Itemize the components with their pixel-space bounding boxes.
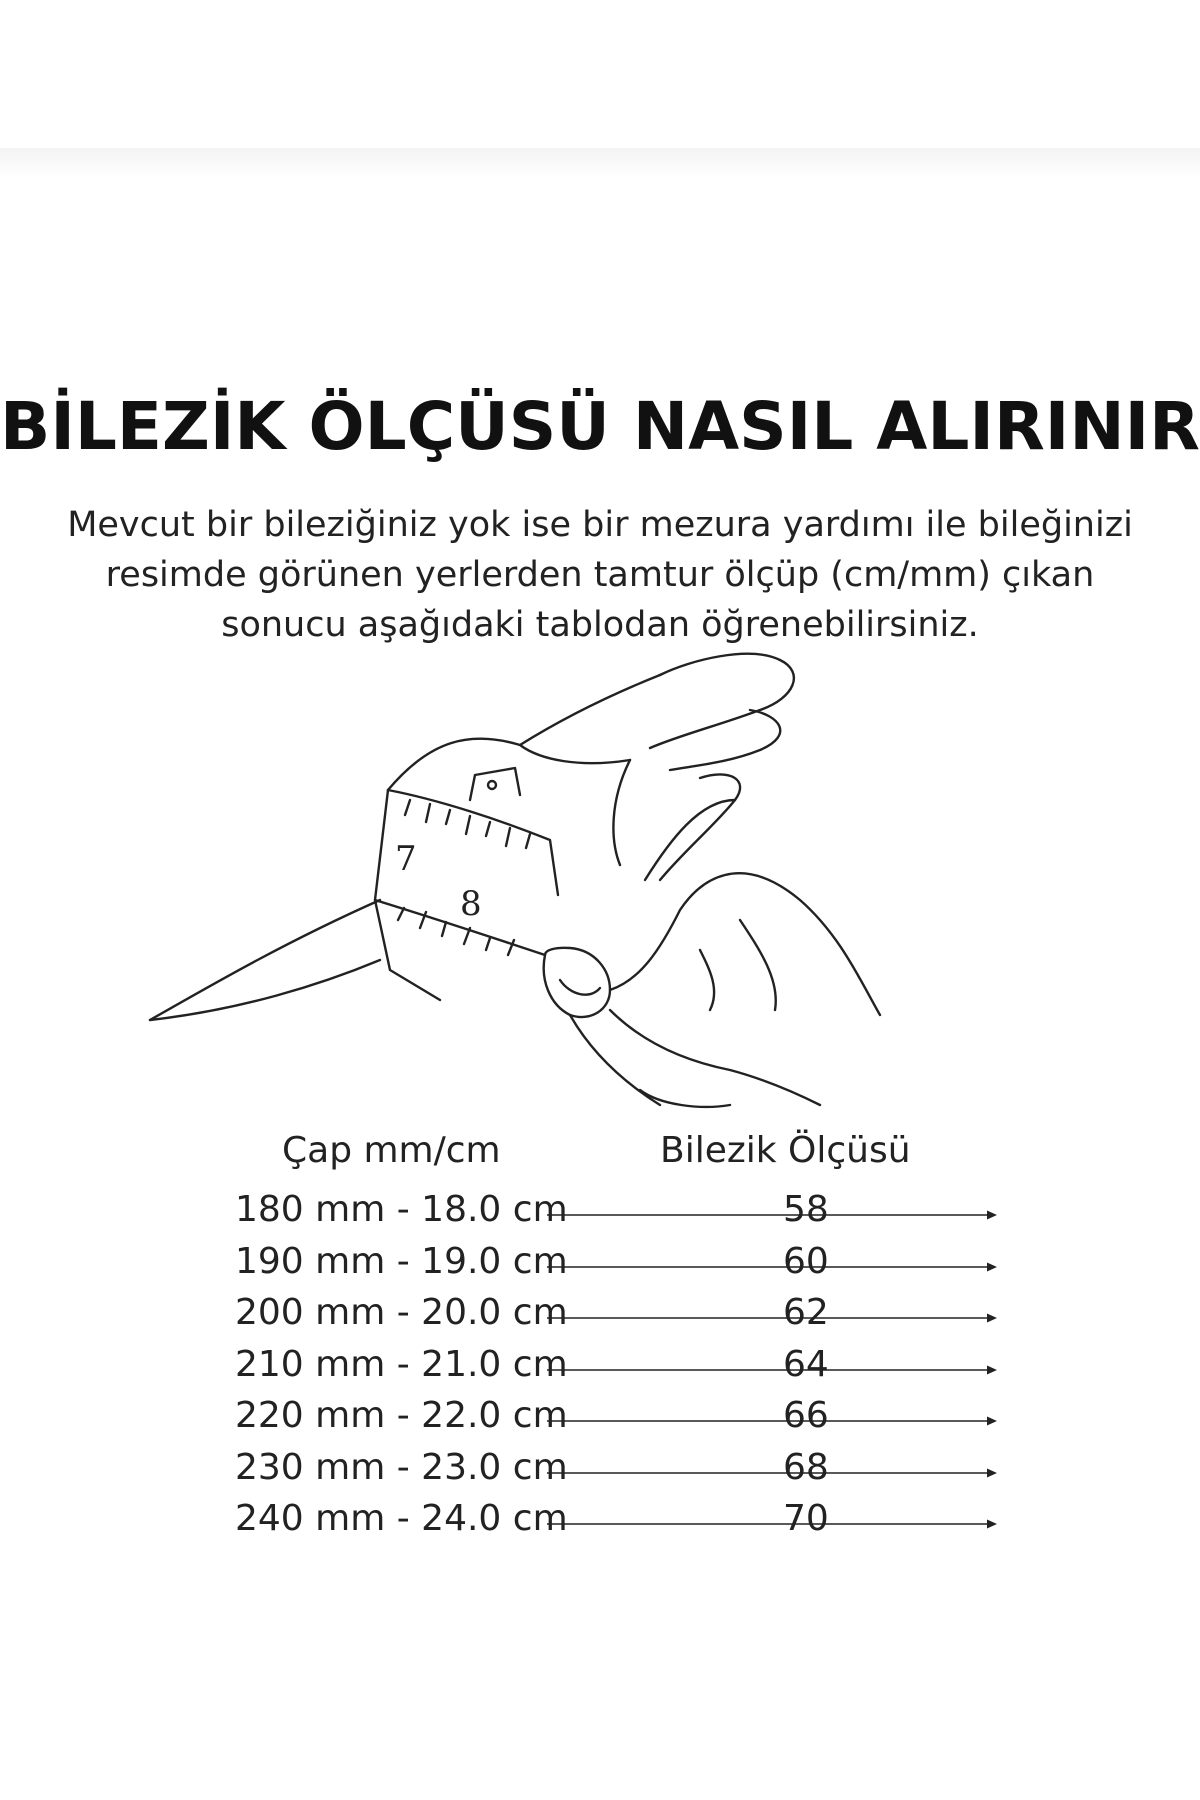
bracelet-size-value: 62 — [783, 1292, 829, 1333]
diameter-value: 220 mm - 22.0 cm — [235, 1395, 568, 1436]
arrow-right-icon — [547, 1518, 999, 1530]
tape-number-8: 8 — [460, 884, 482, 924]
bracelet-size-value: 70 — [783, 1498, 829, 1539]
table-row — [235, 1237, 935, 1289]
bracelet-size-value: 66 — [783, 1395, 829, 1436]
arrow-right-icon — [547, 1209, 999, 1221]
table-row — [235, 1288, 935, 1340]
arrow-right-icon — [547, 1312, 999, 1324]
top-divider-band — [0, 148, 1200, 178]
table-header-bracelet-size: Bilezik Ölçüsü — [660, 1130, 911, 1171]
table-row — [235, 1443, 935, 1495]
tape-number-7: 7 — [395, 839, 417, 879]
diameter-value: 190 mm - 19.0 cm — [235, 1240, 568, 1282]
wrist-measuring-tape-illustration — [140, 650, 940, 1110]
table-row — [235, 1185, 935, 1237]
instructions-line: Mevcut bir bileziğiniz yok ise bir mezura yardımı ile bileğinizi — [67, 505, 1133, 545]
diameter-value: 230 mm - 23.0 cm — [235, 1446, 568, 1488]
table-row — [235, 1391, 935, 1443]
table-header-diameter: Çap mm/cm — [282, 1130, 501, 1171]
diameter-value: 210 mm - 21.0 cm — [235, 1343, 568, 1385]
diameter-value: 180 mm - 18.0 cm — [235, 1189, 568, 1230]
arrow-right-icon — [547, 1261, 999, 1273]
instructions-line: sonucu aşağıdaki tablodan öğrenebilirsiniz. — [221, 605, 979, 645]
table-row — [235, 1340, 935, 1392]
bracelet-size-value: 68 — [783, 1446, 829, 1488]
page-title: BİLEZİK ÖLÇÜSÜ NASIL ALIRINIR — [0, 388, 1200, 465]
diameter-value: 240 mm - 24.0 cm — [235, 1498, 568, 1539]
arrow-right-icon — [547, 1364, 999, 1376]
size-table — [235, 1185, 935, 1546]
diameter-value: 200 mm - 20.0 cm — [235, 1292, 568, 1333]
instructions-text — [20, 500, 1180, 650]
bracelet-size-value: 58 — [783, 1189, 829, 1230]
arrow-right-icon — [547, 1415, 999, 1427]
bracelet-size-value: 64 — [783, 1343, 829, 1385]
instructions-line: resimde görünen yerlerden tamtur ölçüp (cm/mm) çıkan — [105, 555, 1095, 595]
arrow-right-icon — [547, 1467, 999, 1479]
bracelet-size-value: 60 — [783, 1240, 829, 1282]
table-row — [235, 1494, 935, 1546]
